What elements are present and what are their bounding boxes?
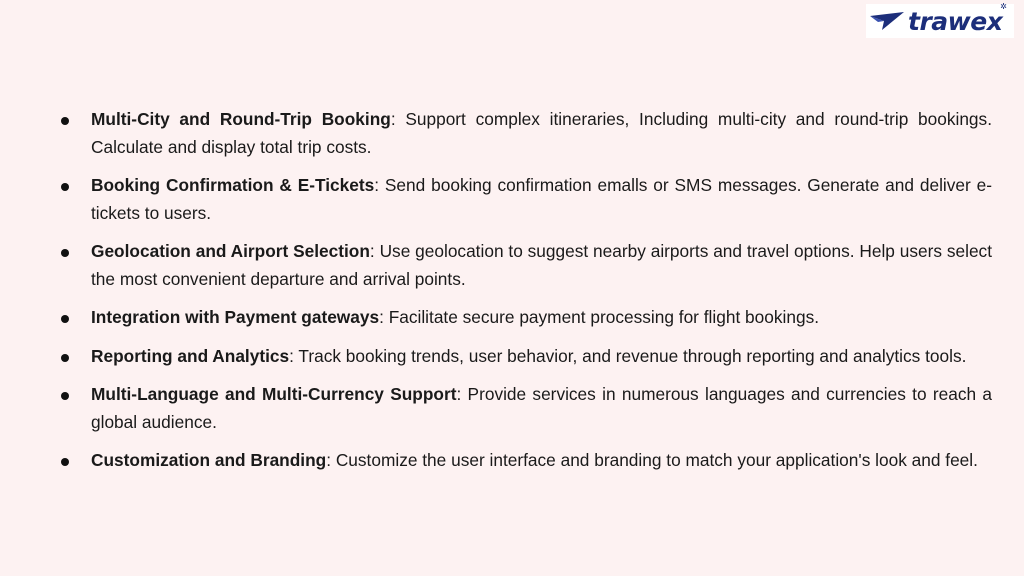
feature-description: : Provide services in numerous languages and currencies to reach a global audience. bbox=[91, 384, 992, 432]
bullet-icon bbox=[61, 458, 69, 466]
list-item bbox=[58, 447, 992, 475]
plane-arrow-icon bbox=[868, 10, 906, 32]
feature-description: : Use geolocation to suggest nearby airports and travel options. Help users select the most convenient departure and arrival points. bbox=[91, 241, 992, 289]
logo-wordmark: trawex bbox=[908, 6, 1003, 36]
feature-term: Multi-Language and Multi-Currency Support bbox=[91, 384, 457, 404]
bullet-icon bbox=[61, 183, 69, 191]
feature-list bbox=[58, 106, 992, 475]
logo-text bbox=[908, 1, 1007, 36]
feature-description: : Send booking confirmation emalls or SMS messages. Generate and deliver e-tickets to users. bbox=[91, 175, 992, 223]
feature-list-section bbox=[58, 106, 992, 486]
feature-term: Multi-City and Round-Trip Booking bbox=[91, 109, 391, 129]
list-item bbox=[58, 172, 992, 227]
feature-description: : Support complex itineraries, Including multi-city and round-trip bookings. Calculate and display total trip costs. bbox=[91, 109, 992, 157]
bullet-icon bbox=[61, 315, 69, 323]
feature-term: Customization and Branding bbox=[91, 450, 327, 470]
trawex-logo bbox=[866, 1, 1014, 38]
feature-term: Integration with Payment gateways bbox=[91, 307, 380, 327]
list-item bbox=[58, 106, 992, 161]
star-icon: ✲ bbox=[1000, 1, 1007, 11]
feature-description: : Track booking trends, user behavior, and revenue through reporting and analytics tools. bbox=[289, 345, 967, 366]
list-item bbox=[58, 343, 992, 371]
feature-description: : Facilitate secure payment processing for flight bookings. bbox=[379, 307, 820, 327]
feature-description: : Customize the user interface and branding to match your application's look and feel. bbox=[326, 450, 978, 470]
feature-term: Reporting and Analytics bbox=[91, 345, 290, 366]
bullet-icon bbox=[61, 354, 69, 362]
feature-term: Booking Confirmation & E-Tickets bbox=[91, 175, 375, 195]
bullet-icon bbox=[61, 249, 69, 257]
list-item bbox=[58, 381, 992, 436]
list-item bbox=[58, 304, 992, 332]
list-item bbox=[58, 238, 992, 293]
bullet-icon bbox=[61, 117, 69, 125]
feature-term: Geolocation and Airport Selection bbox=[91, 241, 370, 261]
bullet-icon bbox=[61, 392, 69, 400]
